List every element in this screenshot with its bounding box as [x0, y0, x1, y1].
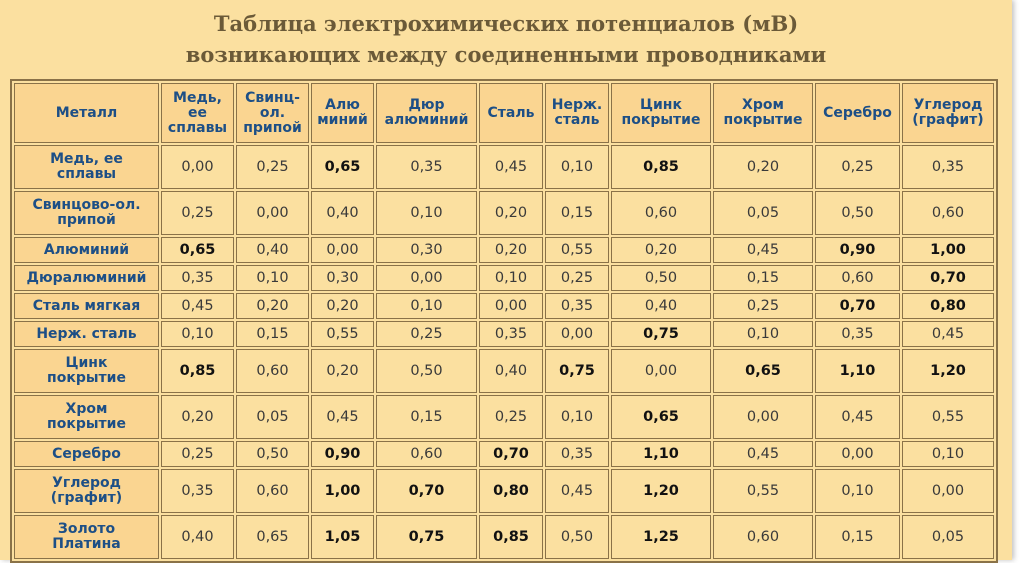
title-line-1: Таблица электрохимических потенциалов (мВ)	[213, 11, 799, 36]
value-cell: 0,20	[611, 237, 711, 263]
table-row	[14, 349, 994, 393]
value-cell: 0,45	[713, 237, 813, 263]
column-header: Свинц- ол. припой	[236, 83, 309, 143]
value-cell: 0,45	[161, 293, 234, 319]
value-cell: 0,85	[161, 349, 234, 393]
value-cell: 0,00	[902, 469, 994, 513]
value-cell: 0,45	[479, 145, 543, 189]
value-cell: 0,65	[713, 349, 813, 393]
corner-header: Металл	[14, 83, 159, 143]
value-cell: 0,25	[479, 395, 543, 439]
value-cell: 0,40	[161, 515, 234, 559]
value-cell: 0,60	[815, 265, 900, 291]
value-cell: 1,20	[611, 469, 711, 513]
row-header: Свинцово-ол. припой	[14, 191, 159, 235]
value-cell: 0,50	[815, 191, 900, 235]
value-cell: 0,00	[545, 321, 609, 347]
value-cell: 0,00	[713, 395, 813, 439]
table-row	[14, 237, 994, 263]
value-cell: 0,05	[902, 515, 994, 559]
value-cell: 0,90	[815, 237, 900, 263]
value-cell: 0,60	[376, 441, 477, 467]
row-header: Золото Платина	[14, 515, 159, 559]
value-cell: 0,35	[161, 469, 234, 513]
value-cell: 0,10	[815, 469, 900, 513]
value-cell: 0,00	[815, 441, 900, 467]
value-cell: 0,35	[545, 293, 609, 319]
value-cell: 0,00	[479, 293, 543, 319]
value-cell: 1,00	[902, 237, 994, 263]
table-row	[14, 191, 994, 235]
value-cell: 0,70	[815, 293, 900, 319]
value-cell: 1,10	[815, 349, 900, 393]
value-cell: 0,50	[611, 265, 711, 291]
potentials-table	[10, 79, 998, 563]
column-header: Углерод (графит)	[902, 83, 994, 143]
value-cell: 0,65	[611, 395, 711, 439]
value-cell: 0,05	[713, 191, 813, 235]
value-cell: 0,65	[161, 237, 234, 263]
value-cell: 0,20	[479, 237, 543, 263]
table-row	[14, 469, 994, 513]
value-cell: 0,45	[815, 395, 900, 439]
value-cell: 0,65	[311, 145, 374, 189]
table-row	[14, 145, 994, 189]
table-row	[14, 321, 994, 347]
header-row	[14, 83, 994, 143]
value-cell: 0,70	[376, 469, 477, 513]
value-cell: 0,00	[376, 265, 477, 291]
value-cell: 0,25	[545, 265, 609, 291]
row-header: Медь, ее сплавы	[14, 145, 159, 189]
value-cell: 0,25	[815, 145, 900, 189]
value-cell: 0,15	[236, 321, 309, 347]
value-cell: 0,25	[376, 321, 477, 347]
row-header: Нерж. сталь	[14, 321, 159, 347]
value-cell: 0,80	[479, 469, 543, 513]
value-cell: 0,75	[545, 349, 609, 393]
value-cell: 0,45	[311, 395, 374, 439]
column-header: Медь, ее сплавы	[161, 83, 234, 143]
value-cell: 0,10	[376, 191, 477, 235]
value-cell: 0,25	[161, 191, 234, 235]
table-row	[14, 293, 994, 319]
value-cell: 0,35	[479, 321, 543, 347]
value-cell: 0,10	[376, 293, 477, 319]
value-cell: 0,85	[479, 515, 543, 559]
table-row	[14, 395, 994, 439]
value-cell: 0,65	[236, 515, 309, 559]
value-cell: 0,10	[161, 321, 234, 347]
value-cell: 0,10	[236, 265, 309, 291]
value-cell: 0,35	[376, 145, 477, 189]
value-cell: 0,75	[376, 515, 477, 559]
value-cell: 0,40	[311, 191, 374, 235]
row-header: Цинк покрытие	[14, 349, 159, 393]
table-row	[14, 441, 994, 467]
value-cell: 0,25	[161, 441, 234, 467]
value-cell: 0,30	[376, 237, 477, 263]
value-cell: 0,85	[611, 145, 711, 189]
value-cell: 0,35	[161, 265, 234, 291]
value-cell: 0,10	[902, 441, 994, 467]
value-cell: 1,25	[611, 515, 711, 559]
table-body	[14, 145, 994, 559]
value-cell: 0,00	[161, 145, 234, 189]
value-cell: 1,20	[902, 349, 994, 393]
value-cell: 0,40	[236, 237, 309, 263]
value-cell: 0,60	[611, 191, 711, 235]
value-cell: 0,55	[713, 469, 813, 513]
value-cell: 0,45	[713, 441, 813, 467]
value-cell: 0,20	[161, 395, 234, 439]
value-cell: 0,70	[479, 441, 543, 467]
table-row	[14, 265, 994, 291]
value-cell: 0,40	[479, 349, 543, 393]
value-cell: 1,10	[611, 441, 711, 467]
value-cell: 0,10	[545, 395, 609, 439]
value-cell: 0,60	[713, 515, 813, 559]
value-cell: 0,20	[311, 349, 374, 393]
value-cell: 0,60	[902, 191, 994, 235]
value-cell: 0,20	[311, 293, 374, 319]
value-cell: 0,60	[236, 469, 309, 513]
page-title	[0, 8, 1012, 70]
value-cell: 0,35	[545, 441, 609, 467]
value-cell: 0,25	[236, 145, 309, 189]
value-cell: 0,15	[815, 515, 900, 559]
value-cell: 0,00	[311, 237, 374, 263]
table-row	[14, 515, 994, 559]
column-header: Серебро	[815, 83, 900, 143]
value-cell: 0,00	[611, 349, 711, 393]
row-header: Сталь мягкая	[14, 293, 159, 319]
column-header: Хром покрытие	[713, 83, 813, 143]
value-cell: 0,00	[236, 191, 309, 235]
column-header: Дюр алюминий	[376, 83, 477, 143]
row-header: Дюралюминий	[14, 265, 159, 291]
row-header: Алюминий	[14, 237, 159, 263]
value-cell: 0,15	[713, 265, 813, 291]
row-header: Углерод (графит)	[14, 469, 159, 513]
value-cell: 0,20	[236, 293, 309, 319]
column-header: Сталь	[479, 83, 543, 143]
value-cell: 0,35	[815, 321, 900, 347]
value-cell: 0,50	[545, 515, 609, 559]
value-cell: 0,30	[311, 265, 374, 291]
value-cell: 0,50	[236, 441, 309, 467]
value-cell: 0,40	[611, 293, 711, 319]
value-cell: 0,05	[236, 395, 309, 439]
value-cell: 0,20	[479, 191, 543, 235]
value-cell: 0,60	[236, 349, 309, 393]
value-cell: 0,15	[545, 191, 609, 235]
column-header: Алю миний	[311, 83, 374, 143]
value-cell: 0,10	[479, 265, 543, 291]
title-line-2: возникающих между соединенными проводниками	[185, 42, 827, 67]
row-header: Серебро	[14, 441, 159, 467]
value-cell: 0,50	[376, 349, 477, 393]
value-cell: 0,10	[545, 145, 609, 189]
value-cell: 1,00	[311, 469, 374, 513]
value-cell: 1,05	[311, 515, 374, 559]
column-header: Цинк покрытие	[611, 83, 711, 143]
value-cell: 0,15	[376, 395, 477, 439]
value-cell: 0,45	[545, 469, 609, 513]
value-cell: 0,55	[545, 237, 609, 263]
value-cell: 0,20	[713, 145, 813, 189]
row-header: Хром покрытие	[14, 395, 159, 439]
value-cell: 0,10	[713, 321, 813, 347]
value-cell: 0,80	[902, 293, 994, 319]
value-cell: 0,90	[311, 441, 374, 467]
value-cell: 0,25	[713, 293, 813, 319]
column-header: Нерж. сталь	[545, 83, 609, 143]
value-cell: 0,35	[902, 145, 994, 189]
value-cell: 0,75	[611, 321, 711, 347]
value-cell: 0,55	[902, 395, 994, 439]
value-cell: 0,70	[902, 265, 994, 291]
value-cell: 0,45	[902, 321, 994, 347]
value-cell: 0,55	[311, 321, 374, 347]
